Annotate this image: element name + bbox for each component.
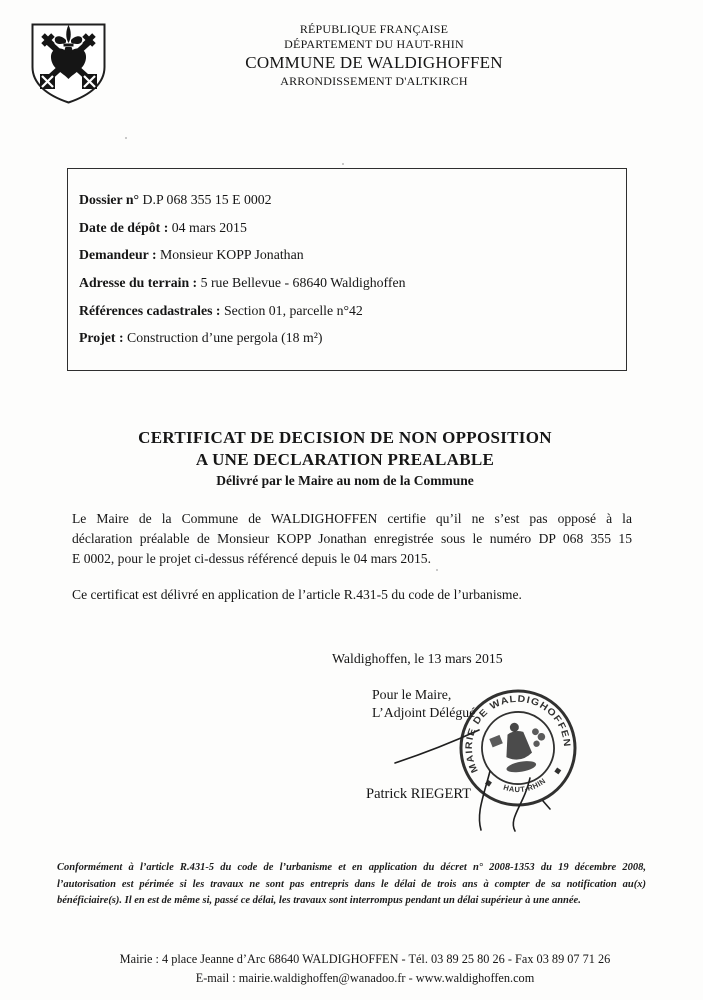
stamp-bottom-text: HAUT-RHIN — [502, 776, 548, 795]
field-value: Section 01, parcelle n°42 — [223, 302, 363, 318]
field-label: Date de dépôt : — [79, 219, 169, 235]
body-paragraph-1 — [72, 509, 632, 569]
field-label: Dossier n° — [79, 192, 140, 207]
legal-footnote — [57, 860, 646, 910]
footer-address-line: Mairie : 4 place Jeanne d’Arc 68640 WALDIGHOFFEN - Tél. 03 89 25 80 26 - Fax 03 89 07 71 26 — [119, 952, 611, 966]
paragraph-line: Le Maire de la Commune de WALDIGHOFFEN certifie qu’il ne s’est pas opposé à la — [72, 511, 632, 526]
field-label: Références cadastrales : — [79, 302, 221, 318]
arrondissement-line: ARRONDISSEMENT D'ALTKIRCH — [280, 74, 468, 88]
applicant-row — [79, 241, 616, 269]
cadastral-refs-row — [79, 297, 616, 325]
field-label: Demandeur : — [79, 247, 157, 263]
title-line-2: A UNE DECLARATION PREALABLE — [195, 450, 495, 469]
stamp-star-right — [554, 767, 561, 774]
paragraph-line: E 0002, pour le projet ci-dessus référencé depuis le 04 mars 2015. — [72, 551, 431, 566]
field-value: Monsieur KOPP Jonathan — [160, 247, 304, 263]
project-row — [79, 324, 616, 352]
footer-email-line: E-mail : mairie.waldighoffen@wanadoo.fr - www.waldighoffen.com — [195, 971, 535, 985]
scan-speck — [125, 137, 127, 139]
signatory-name: Patrick RIEGERT — [366, 786, 472, 802]
certificate-title — [0, 427, 690, 490]
deputy-delegate-line: L’Adjoint Délégué — [372, 705, 476, 720]
stamp-emblem — [487, 718, 550, 776]
field-label: Adresse du terrain : — [79, 275, 198, 291]
republic-line: RÉPUBLIQUE FRANÇAISE — [299, 22, 449, 36]
field-label: Projet : — [79, 330, 124, 346]
coat-of-arms-icon — [29, 21, 108, 106]
department-line: DÉPARTEMENT DU HAUT-RHIN — [284, 37, 464, 51]
stamp-top-text: MAIRIE DE WALDIGHOFFEN — [463, 693, 573, 775]
field-value: 5 rue Bellevue - 68640 Waldighoffen — [200, 275, 406, 291]
dossier-number-row — [79, 186, 616, 214]
letterhead — [244, 22, 504, 89]
title-subtitle: Délivré par le Maire au nom de la Commune — [216, 473, 474, 488]
scan-speck — [436, 569, 438, 571]
field-value: D.P 068 355 15 E 0002 — [142, 192, 272, 207]
paragraph-line: déclaration préalable de Monsieur KOPP Jonathan enregistrée sous le numéro DP 068 355 15 — [72, 531, 632, 546]
field-value: Construction d’une pergola (18 m²) — [127, 330, 323, 346]
for-the-mayor-line: Pour le Maire, — [372, 687, 452, 702]
footnote-line: bénéficiaire(s). Il en est de même si, passé ce délai, les travaux sont interrompus pendant un délai supérieur à une année. — [57, 895, 581, 906]
official-stamp-and-signature-icon — [340, 683, 650, 883]
round-stamp — [452, 683, 584, 814]
terrain-address-row — [79, 269, 616, 297]
footnote-line: l’autorisation est périmée si les travaux ne sont pas entrepris dans le délai de trois ans à compter de sa notification au(x) — [57, 878, 646, 890]
contact-footer — [20, 950, 703, 988]
footnote-line: Conformément à l’article R.431-5 du code de l’urbanisme et en application du décret n° 2008-1353 du 19 décembre 2008, — [57, 862, 646, 873]
dossier-info-box — [67, 168, 627, 371]
title-line-1: CERTIFICAT DE DECISION DE NON OPPOSITION — [138, 428, 552, 447]
deposit-date-row — [79, 214, 616, 242]
place-date-line: Waldighoffen, le 13 mars 2015 — [332, 651, 503, 666]
scan-speck — [342, 163, 344, 165]
field-value: 04 mars 2015 — [171, 219, 247, 235]
body-paragraph-2: Ce certificat est délivré en application de l’article R.431-5 du code de l’urbanisme. — [72, 587, 522, 602]
commune-line: COMMUNE DE WALDIGHOFFEN — [245, 53, 503, 72]
